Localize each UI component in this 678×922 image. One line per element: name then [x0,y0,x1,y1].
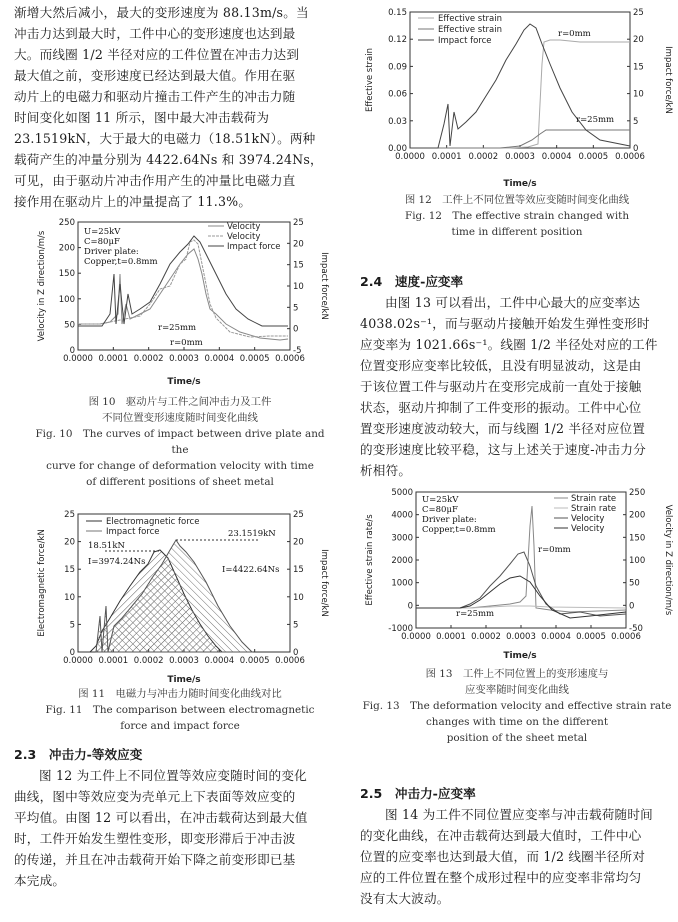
text-line: 析相符。 [360,463,412,478]
y2-tick-label: 200 [629,510,646,521]
legend-strain-rate-1: Strain rate [571,494,617,504]
y-tick-label: -1000 [388,624,413,634]
y-tick-label: 50 [64,320,75,331]
y2-tick-label: 25 [293,510,304,520]
y2-tick-label: 5 [633,116,639,127]
legend-strain-rate-2: Strain rate [571,504,617,514]
text-line: 时，工件开始发生塑性变形，即变形滞后于冲击波 [14,831,296,846]
x-tick-label: 0.0006 [275,656,305,666]
fig13-caption-cn-1: 图 13 工件上不同位置上的变形速度与 [425,668,609,680]
figure-13 [360,486,674,746]
y-tick-label: 4000 [391,510,413,521]
y-tick-label: 20 [64,537,75,548]
x-axis-label: Time/s [167,675,201,685]
y2-axis-label: Impact force/kN [319,549,329,617]
y-tick-label: 25 [64,510,75,520]
fig12-caption-cn: 图 12 工件上不同位置等效应变随时间变化曲线 [404,194,630,206]
y-tick-label: 0 [69,648,75,658]
y2-tick-label: 15 [293,260,304,271]
y-tick-label: 1000 [391,578,413,589]
text-line: 置变形速度波动较大，而与线圈 1/2 半径对应位置 [360,421,646,436]
text-line: 本完成。 [14,873,66,888]
text-line: 载荷产生的冲量分别为 4422.64Ns 和 3974.24Ns， [14,152,323,167]
y2-tick-label: 5 [293,303,299,314]
legend-impact-force: Impact force [227,242,281,252]
velocity-r25-curve [416,576,626,618]
x-tick-label: 0.0006 [611,632,641,642]
text-line: 最大值之前，变形速度已经达到最大值。作用在驱 [14,68,296,83]
label-r0: r=0mm [538,545,571,555]
y2-tick-label: 0 [633,144,639,154]
text-line: 位置变形应变率比较低，且没有明显波动，这是由 [360,358,642,373]
y2-axis-label: Impact force/kN [663,46,673,114]
x-tick-label: 0.0005 [239,656,270,666]
y-tick-label: 0.06 [388,89,407,100]
y-ticks [388,488,419,634]
y-tick-label: 0.03 [388,116,407,127]
x-tick-label: 0.0000 [401,632,431,642]
x-tick-label: 0.0001 [98,656,129,666]
text-line: 冲击力达到最大时，工件中心的变形速度也达到最 [14,26,296,41]
y-tick-label: 250 [58,218,75,228]
fig13-caption-en-3: position of the sheet metal [446,732,588,744]
y2-axis-label: Impact force/kN [319,252,329,320]
text-line: 应的工件位置在整个成形过程中的应变率非常均匀 [360,870,642,885]
y2-tick-label: 5 [293,620,299,631]
x-tick-label: 0.0000 [63,656,93,666]
y2-tick-label: -50 [629,624,643,634]
text-line: 渐增大然后减小，最大的变形速度为 88.13m/s。当 [14,5,309,20]
y2-tick-label: 25 [293,218,304,228]
section-title: 2.3 冲击力-等效应变 [14,747,143,762]
y-tick-label: 10 [64,592,75,603]
figure-10-chart [30,214,330,394]
fig11-caption-cn: 图 11 电磁力与冲击力随时间变化曲线对比 [78,688,282,700]
annot-voltage: U=25kV [84,227,121,237]
text-line: 曲线，图中等效应变为壳单元上下表面等效应变的 [14,789,296,804]
text-line: 大。而线圈 1/2 半径对应的工件位置在冲击力达到 [14,47,300,62]
x-tick-label: 0.0004 [204,656,235,666]
y-ticks [388,8,413,154]
x-tick-label: 0.0003 [506,632,536,642]
label-r0: r=0mm [170,338,203,348]
text-line: 动片上的电磁力和驱动片撞击工件产生的冲击力随 [14,89,296,104]
figure-10 [30,214,330,490]
y-tick-label: 3000 [391,533,413,544]
x-axis-label: Time/s [167,377,201,387]
legend-velocity-2: Velocity [571,524,605,534]
y2-tick-label: 50 [629,578,640,589]
x-tick-label: 0.0003 [169,656,199,666]
figure-12-chart [360,4,674,192]
x-tick-label: 0.0002 [133,354,164,364]
section-title: 2.5 冲击力-应变率 [360,786,476,801]
text-line: 状态，驱动片抑制了工件变形的振动。工件中心位 [360,400,642,415]
y2-tick-label: 0 [293,648,299,658]
y2-tick-label: 15 [293,565,304,576]
x-tick-label: 0.0004 [541,152,572,162]
text-line: 的传递，并且在冲击载荷开始下降之前变形即已基 [14,852,296,867]
y2-tick-label: 10 [633,89,644,100]
annot-material: Copper,t=0.8mm [84,257,158,267]
annot-driver: Driver plate: [422,515,477,525]
legend-impact-force: Impact force [106,527,160,537]
section-2-3 [14,745,344,891]
fig11-caption-en-2: force and impact force [120,720,240,732]
y-tick-label: 200 [58,243,75,254]
y-tick-label: 0.00 [388,144,407,154]
y-tick-label: 2000 [391,556,413,566]
annot-voltage: U=25kV [422,495,459,505]
label-impact-impulse: I=4422.64Ns [222,565,280,575]
y2-tick-label: 0 [293,324,299,335]
label-r25: r=25mm [158,323,197,333]
y-tick-label: 100 [58,294,75,305]
y2-axis-label: Velocity in Z direction/m/s [663,504,673,616]
y2-tick-label: 10 [293,592,304,603]
fig13-caption-cn-2: 应变率随时间变化曲线 [465,684,569,696]
label-r25: r=25mm [576,115,615,125]
effective-strain-r0-curve [410,40,630,148]
y2-tick-label: 250 [629,488,646,498]
text-line: 4038.02s⁻¹，而与驱动片接触开始发生弹性变形时 [360,316,650,331]
y-tick-label: 0.15 [388,8,407,18]
y-tick-label: 5 [69,620,75,631]
text-line: 的变形速度比较平稳，这与上述关于速度-冲击力分 [360,442,646,457]
fig10-caption-en-3: of different positions of sheet metal [86,476,274,488]
text-line: 于该位置工件与驱动片在变形完成前一直处于接触 [360,379,642,394]
y-axis-label: Effective strain rate/s [365,514,375,606]
x-tick-label: 0.0004 [204,354,235,364]
y-tick-label: 0 [407,601,413,612]
annot-driver: Driver plate: [84,247,139,257]
x-tick-label: 0.0003 [505,152,535,162]
fig13-caption-en-1: Fig. 13 The deformation velocity and effective strain rate [362,700,672,712]
x-tick-label: 0.0001 [98,354,129,364]
legend-strain-1: Effective strain [438,14,502,24]
y-axis-label: Effective strain [365,48,375,112]
x-tick-label: 0.0002 [468,152,499,162]
text-line: 时间变化如图 11 所示，图中最大冲击载荷为 [14,110,270,125]
y-tick-label: 0.12 [388,35,407,46]
legend-velocity-2: Velocity [227,232,261,242]
figure-11-chart [30,506,330,686]
x-tick-label: 0.0002 [133,656,164,666]
y2-tick-label: 20 [293,239,304,250]
text-line: 的变化曲线，在冲击载荷达到最大值时，工件中心 [360,828,642,843]
x-tick-label: 0.0001 [436,632,466,642]
x-tick-label: 0.0005 [578,152,609,162]
legend-strain-2: Effective strain [438,25,502,35]
text-line: 位置的应变率也达到最大值，而 1/2 线圈半径所对 [360,849,646,864]
y-tick-label: 15 [64,565,75,576]
legend-impact-force: Impact force [438,36,492,46]
y2-tick-label: 100 [629,556,646,566]
y2-tick-label: 20 [293,537,304,548]
annot-capacitance: C=80μF [422,505,458,515]
annot-material: Copper,t=0.8mm [422,525,496,535]
x-tick-label: 0.0003 [169,354,199,364]
label-r0: r=0mm [558,29,591,39]
intro-paragraph [14,2,344,212]
text-line: 接作用在驱动片上的冲量提高了 11.3%。 [14,194,252,209]
y2-tick-label: -5 [293,346,302,356]
fig11-caption-en-1: Fig. 11 The comparison between electromagnetic [45,704,315,716]
text-line: 可见，由于驱动片冲击作用产生的冲量比电磁力直 [14,173,296,188]
fig10-caption-en-1: Fig. 10 The curves of impact between drive plate and the [35,428,325,456]
x-tick-label: 0.0006 [615,152,645,162]
figure-12 [360,4,674,240]
label-r25: r=25mm [456,609,495,619]
section-title: 2.4 速度-应变率 [360,274,464,289]
x-tick-label: 0.0006 [275,354,305,364]
x-tick-label: 0.0000 [63,354,93,364]
y2-tick-label: 25 [633,8,644,18]
figure-13-chart [360,486,674,666]
fig12-caption-en-1: Fig. 12 The effective strain changed with [404,210,630,222]
section-2-5 [360,784,674,909]
y2-tick-label: 20 [633,35,644,46]
text-line: 没有太大波动。 [360,891,450,906]
x-tick-label: 0.0004 [541,632,571,642]
legend-velocity-1: Velocity [227,222,261,232]
text-line: 平均值。由图 12 可以看出，在冲击载荷达到最大值 [14,810,308,825]
y-tick-label: 0.09 [388,62,407,73]
text-line: 图 14 为工件不同位置应变率与冲击载荷随时间 [385,807,653,822]
y-axis-label: Electromagnetic force/kN [37,529,47,637]
x-axis-label: Time/s [503,179,537,189]
text-line: 23.1519kN，大于最大的电磁力（18.51kN）。两种 [14,131,316,146]
y-tick-label: 5000 [391,488,413,498]
label-impact-peak: 23.1519kN [228,529,276,539]
figure-11 [30,506,330,734]
fig10-caption-cn-2: 不同位置变形速度随时间变化曲线 [102,412,258,424]
legend-em-force: Electromagnetic force [106,517,200,527]
y2-tick-label: 10 [293,282,304,292]
y2-tick-label: 150 [629,533,646,544]
text-line: 应变率为 1021.66s⁻¹。线圈 1/2 半径处对应的工件 [360,337,658,352]
y-tick-label: 0 [69,346,75,356]
fig13-caption-en-2: changes with time on the different [425,716,609,728]
x-tick-label: 0.0002 [471,632,501,642]
y-tick-label: 150 [58,269,75,280]
fig12-caption-en-2: time in different position [451,226,583,238]
y2-tick-label: 15 [633,62,644,73]
x-tick-label: 0.0000 [395,152,425,162]
label-em-peak: 18.51kN [88,541,125,551]
text-line: 图 12 为工件上不同位置等效应变随时间的变化 [39,768,307,783]
y-axis-label: Velocity in Z direction/m/s [37,230,47,342]
x-tick-label: 0.0001 [431,152,462,162]
left-column [14,2,344,212]
annot-capacitance: C=80μF [84,237,120,247]
fig10-caption-cn-1: 图 10 驱动片与工件之间冲击力及工件 [88,396,272,408]
y2-tick-label: 0 [629,601,635,612]
fig10-caption-en-2: curve for change of deformation velocity with time [46,460,314,472]
x-tick-label: 0.0005 [576,632,606,642]
section-2-4 [360,272,674,481]
label-em-impulse: I=3974.24Ns [88,557,146,567]
text-line: 由图 13 可以看出，工件中心最大的应变率达 [385,295,641,310]
x-tick-label: 0.0005 [239,354,270,364]
legend-velocity-1: Velocity [571,514,605,524]
x-axis-label: Time/s [503,651,537,661]
